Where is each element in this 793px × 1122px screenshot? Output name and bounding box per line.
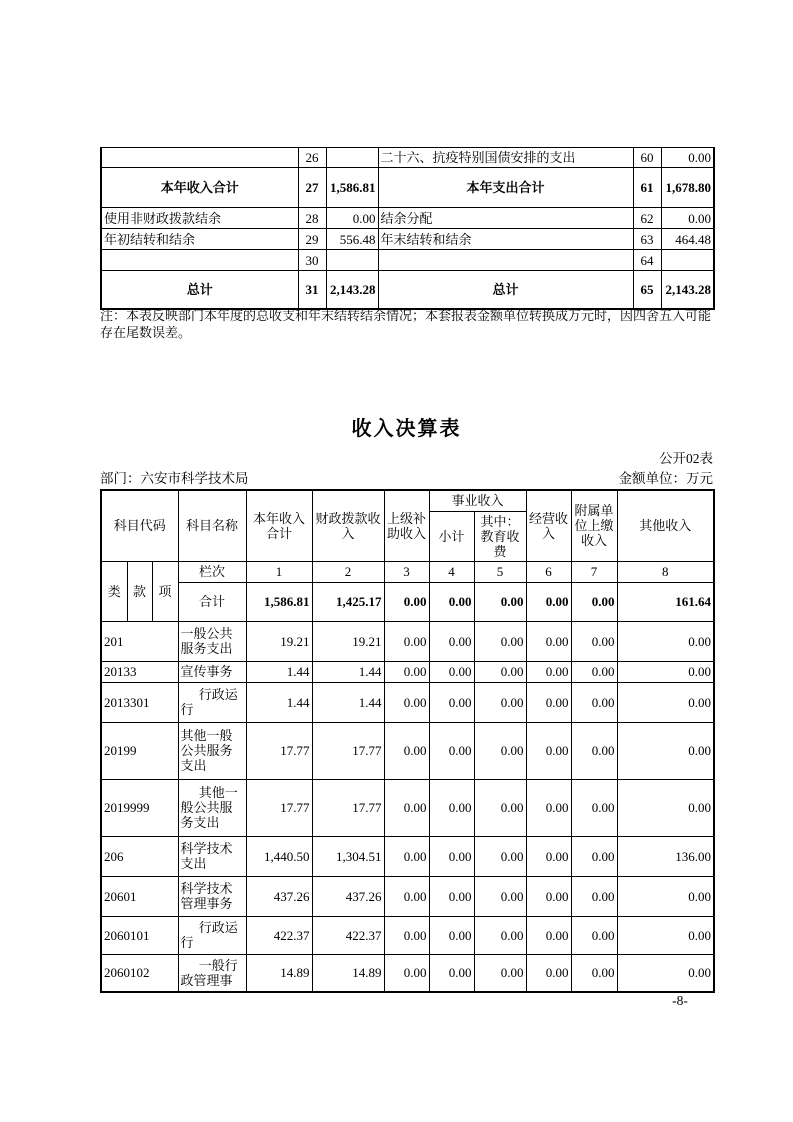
subject-name-cell: 其他一般公共服务支出 <box>178 779 246 836</box>
data-row <box>101 836 714 876</box>
page-number: -8- <box>672 993 688 1008</box>
unit-label: 金额单位：万元 <box>618 471 713 486</box>
subject-code-cell: 2060102 <box>101 954 178 992</box>
amount-cell: 0.00 <box>617 682 714 722</box>
amount-cell: 0.00 <box>429 582 474 621</box>
amount-cell: 0.00 <box>526 954 571 992</box>
amount-cell: 0.00 <box>571 954 617 992</box>
total-row-label: 合计 <box>178 582 246 621</box>
right-line-no: 65 <box>633 271 661 309</box>
column-index: 8 <box>617 561 714 582</box>
right-item-label: 总计 <box>378 271 633 309</box>
amount-cell: 0.00 <box>526 722 571 779</box>
header-subject-name: 科目名称 <box>178 490 246 561</box>
data-row <box>101 621 714 661</box>
amount-cell: 136.00 <box>617 836 714 876</box>
left-line-no: 27 <box>298 168 326 208</box>
amount-cell: 1,425.17 <box>312 582 384 621</box>
table-row <box>101 208 714 229</box>
table-meta-row <box>100 467 713 487</box>
amount-cell: 0.00 <box>429 682 474 722</box>
right-amount: 0.00 <box>661 208 714 229</box>
column-index: 5 <box>474 561 526 582</box>
amount-cell: 0.00 <box>429 876 474 916</box>
left-item-label: 总计 <box>101 271 298 309</box>
amount-cell: 1.44 <box>312 661 384 682</box>
amount-cell: 422.37 <box>246 916 312 954</box>
subject-name-cell: 宣传事务 <box>178 661 246 682</box>
amount-cell: 0.00 <box>429 661 474 682</box>
left-item-label <box>101 148 298 168</box>
right-line-no: 63 <box>633 229 661 250</box>
amount-cell: 0.00 <box>526 682 571 722</box>
subject-code-cell: 2019999 <box>101 779 178 836</box>
right-line-no: 61 <box>633 168 661 208</box>
amount-cell: 1,586.81 <box>246 582 312 621</box>
amount-cell: 0.00 <box>571 779 617 836</box>
right-item-label: 年末结转和结余 <box>378 229 633 250</box>
amount-cell: 0.00 <box>617 916 714 954</box>
left-item-label <box>101 250 298 271</box>
table-row-grand-total <box>101 271 714 309</box>
amount-cell: 0.00 <box>617 722 714 779</box>
column-index: 7 <box>571 561 617 582</box>
amount-cell: 0.00 <box>474 954 526 992</box>
right-amount <box>661 250 714 271</box>
amount-cell: 161.64 <box>617 582 714 621</box>
right-item-label: 本年支出合计 <box>378 168 633 208</box>
header-total-income: 本年收入合计 <box>246 490 312 561</box>
left-amount: 0.00 <box>326 208 378 229</box>
amount-cell: 422.37 <box>312 916 384 954</box>
left-line-no: 29 <box>298 229 326 250</box>
amount-cell: 0.00 <box>384 582 429 621</box>
subject-name-cell: 科学技术管理事务 <box>178 876 246 916</box>
subject-code-cell: 20133 <box>101 661 178 682</box>
header-section: 款 <box>127 561 152 621</box>
amount-cell: 0.00 <box>474 661 526 682</box>
amount-cell: 0.00 <box>571 916 617 954</box>
amount-cell: 0.00 <box>474 722 526 779</box>
amount-cell: 0.00 <box>526 621 571 661</box>
amount-cell: 1,440.50 <box>246 836 312 876</box>
amount-cell: 1,304.51 <box>312 836 384 876</box>
header-operating-income: 经营收入 <box>526 490 571 561</box>
amount-cell: 17.77 <box>312 722 384 779</box>
right-item-label: 二十六、抗疫特别国债安排的支出 <box>378 148 633 168</box>
header-business-income-group: 事业收入 <box>429 490 526 511</box>
data-row <box>101 876 714 916</box>
data-row <box>101 661 714 682</box>
data-row <box>101 682 714 722</box>
table-row-total-income <box>101 168 714 208</box>
column-index-row <box>101 561 714 582</box>
left-line-no: 28 <box>298 208 326 229</box>
table-row <box>101 250 714 271</box>
amount-cell: 14.89 <box>312 954 384 992</box>
left-amount <box>326 250 378 271</box>
page-title: 收入决算表 <box>351 418 462 440</box>
right-line-no: 64 <box>633 250 661 271</box>
amount-cell: 0.00 <box>526 876 571 916</box>
amount-cell: 0.00 <box>526 661 571 682</box>
amount-cell: 0.00 <box>474 916 526 954</box>
amount-cell: 0.00 <box>474 836 526 876</box>
amount-cell: 0.00 <box>617 779 714 836</box>
amount-cell: 0.00 <box>474 582 526 621</box>
column-index-label: 栏次 <box>178 561 246 582</box>
amount-cell: 0.00 <box>571 682 617 722</box>
data-row <box>101 779 714 836</box>
amount-cell: 0.00 <box>571 722 617 779</box>
amount-cell: 0.00 <box>384 621 429 661</box>
subject-name-cell: 行政运行 <box>178 916 246 954</box>
subject-name-cell: 科学技术支出 <box>178 836 246 876</box>
data-row <box>101 722 714 779</box>
income-statement-table <box>100 489 715 993</box>
amount-cell: 0.00 <box>526 779 571 836</box>
amount-cell: 1.44 <box>246 661 312 682</box>
amount-cell: 0.00 <box>384 661 429 682</box>
table-note: 注：本表反映部门本年度的总收支和年末结转结余情况；本套报表金额单位转换成万元时，因四舍五入可能存在尾数误差。 <box>100 308 712 340</box>
data-row <box>101 954 714 992</box>
header-class: 类 <box>101 561 127 621</box>
amount-cell: 0.00 <box>571 582 617 621</box>
amount-cell: 17.77 <box>312 779 384 836</box>
amount-cell: 0.00 <box>617 876 714 916</box>
amount-cell: 0.00 <box>474 621 526 661</box>
subject-code-cell: 20601 <box>101 876 178 916</box>
column-index: 3 <box>384 561 429 582</box>
subject-name-cell: 其他一般公共服务支出 <box>178 722 246 779</box>
subject-name-cell: 一般公共服务支出 <box>178 621 246 661</box>
amount-cell: 0.00 <box>429 954 474 992</box>
right-amount: 1,678.80 <box>661 168 714 208</box>
amount-cell: 1.44 <box>246 682 312 722</box>
amount-cell: 1.44 <box>312 682 384 722</box>
left-line-no: 30 <box>298 250 326 271</box>
amount-cell: 0.00 <box>429 779 474 836</box>
amount-cell: 0.00 <box>384 954 429 992</box>
header-superior-subsidy: 上级补助收入 <box>384 490 429 561</box>
amount-cell: 14.89 <box>246 954 312 992</box>
left-item-label: 使用非财政拨款结余 <box>101 208 298 229</box>
header-subject-code: 科目代码 <box>101 490 178 561</box>
amount-cell: 0.00 <box>571 621 617 661</box>
amount-cell: 0.00 <box>429 916 474 954</box>
left-item-label: 年初结转和结余 <box>101 229 298 250</box>
header-row <box>101 490 714 511</box>
subject-code-cell: 20199 <box>101 722 178 779</box>
column-index: 1 <box>246 561 312 582</box>
subject-code-cell: 201 <box>101 621 178 661</box>
total-row <box>101 582 714 621</box>
amount-cell: 0.00 <box>429 836 474 876</box>
right-item-label <box>378 250 633 271</box>
amount-cell: 17.77 <box>246 722 312 779</box>
left-line-no: 31 <box>298 271 326 309</box>
right-amount: 464.48 <box>661 229 714 250</box>
left-line-no: 26 <box>298 148 326 168</box>
table-row <box>101 148 714 168</box>
right-line-no: 62 <box>633 208 661 229</box>
amount-cell: 0.00 <box>384 722 429 779</box>
amount-cell: 0.00 <box>429 621 474 661</box>
left-amount: 2,143.28 <box>326 271 378 309</box>
subject-code-cell: 206 <box>101 836 178 876</box>
subject-name-cell: 行政运行 <box>178 682 246 722</box>
amount-cell: 17.77 <box>246 779 312 836</box>
right-item-label: 结余分配 <box>378 208 633 229</box>
amount-cell: 0.00 <box>384 779 429 836</box>
subject-code-cell: 2013301 <box>101 682 178 722</box>
header-education-fee: 其中：教育收费 <box>474 511 526 561</box>
right-line-no: 60 <box>633 148 661 168</box>
amount-cell: 0.00 <box>617 661 714 682</box>
subject-code-cell: 2060101 <box>101 916 178 954</box>
amount-cell: 0.00 <box>526 916 571 954</box>
amount-cell: 0.00 <box>617 621 714 661</box>
amount-cell: 0.00 <box>571 836 617 876</box>
table-row <box>101 229 714 250</box>
amount-cell: 0.00 <box>571 876 617 916</box>
amount-cell: 0.00 <box>474 682 526 722</box>
amount-cell: 0.00 <box>384 836 429 876</box>
right-amount: 2,143.28 <box>661 271 714 309</box>
amount-cell: 0.00 <box>474 779 526 836</box>
department-label: 部门：六安市科学技术局 <box>100 471 249 486</box>
right-amount: 0.00 <box>661 148 714 168</box>
amount-cell: 0.00 <box>384 876 429 916</box>
left-amount <box>326 148 378 168</box>
column-index: 2 <box>312 561 384 582</box>
header-subtotal: 小计 <box>429 511 474 561</box>
header-fiscal-appropriation: 财政拨款收入 <box>312 490 384 561</box>
table-code-label: 公开02表 <box>659 451 713 466</box>
amount-cell: 437.26 <box>312 876 384 916</box>
amount-cell: 19.21 <box>312 621 384 661</box>
amount-cell: 0.00 <box>384 916 429 954</box>
data-row <box>101 916 714 954</box>
header-affiliated-remit: 附属单位上缴收入 <box>571 490 617 561</box>
amount-cell: 0.00 <box>571 661 617 682</box>
left-amount: 1,586.81 <box>326 168 378 208</box>
column-index: 6 <box>526 561 571 582</box>
balance-summary-table <box>100 147 715 310</box>
column-index: 4 <box>429 561 474 582</box>
amount-cell: 0.00 <box>474 876 526 916</box>
left-item-label: 本年收入合计 <box>101 168 298 208</box>
amount-cell: 0.00 <box>429 722 474 779</box>
amount-cell: 0.00 <box>526 836 571 876</box>
header-other-income: 其他收入 <box>617 490 714 561</box>
amount-cell: 0.00 <box>617 954 714 992</box>
amount-cell: 19.21 <box>246 621 312 661</box>
amount-cell: 0.00 <box>384 682 429 722</box>
amount-cell: 437.26 <box>246 876 312 916</box>
left-amount: 556.48 <box>326 229 378 250</box>
header-item: 项 <box>152 561 178 621</box>
subject-name-cell: 一般行政管理事 <box>178 954 246 992</box>
amount-cell: 0.00 <box>526 582 571 621</box>
